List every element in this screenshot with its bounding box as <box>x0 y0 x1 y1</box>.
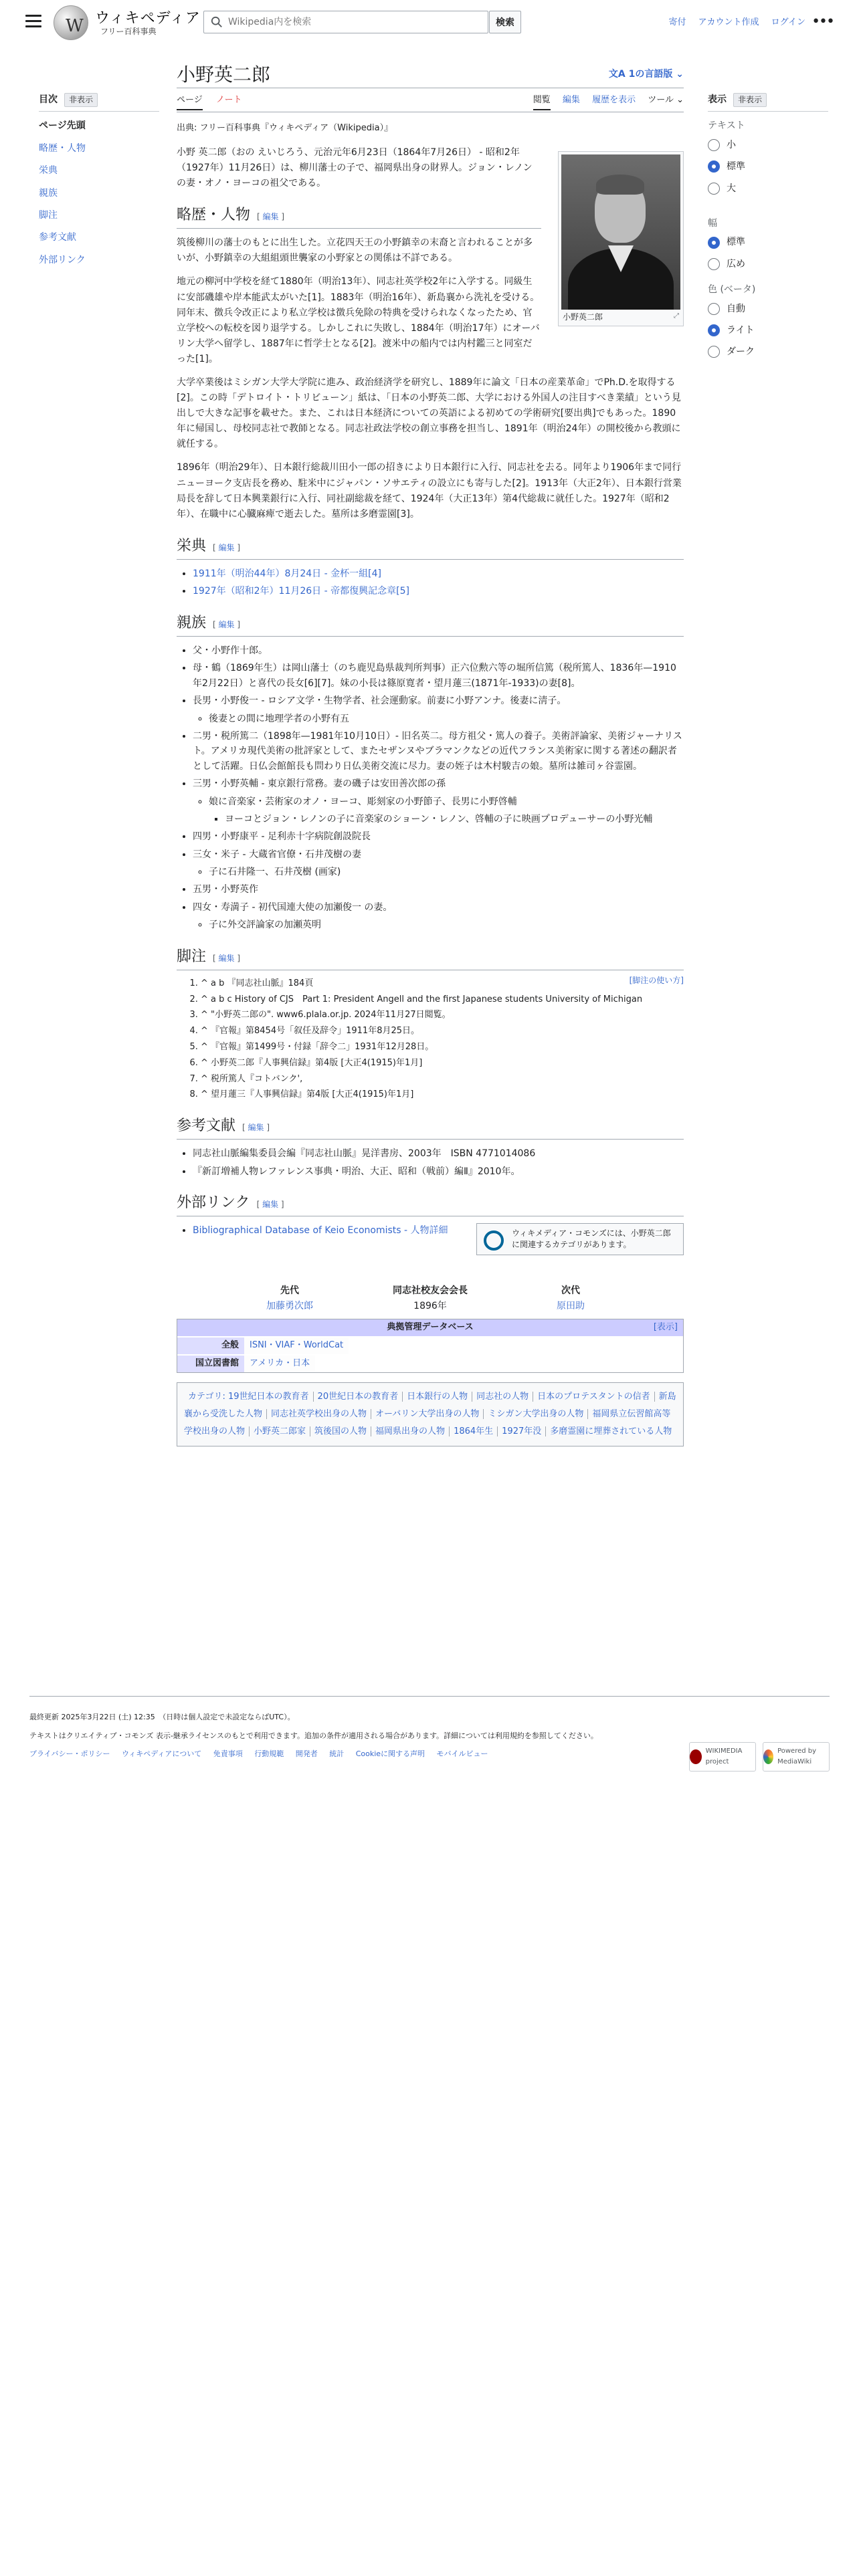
donate-link[interactable]: 寄付 <box>668 17 686 27</box>
list-item: • 二男・税所篤二（1898年—1981年10月10日）- 旧名英二。母方祖父・篤人の養子。美術評論家、美術ジャーナリスト。アメリカ現代美術の批評家として、またセザンヌやブラマンクなどの近代フランス美術家に関する著述の翻訳者として活躍。日仏会館館長も問わり日仏美術交流に尽力。妻の姪子は木村駿吉の娘。墓所は雑司ヶ谷霊園。 <box>193 729 684 774</box>
section-bibliography-heading: 参考文献 [ 編集 ] <box>177 1114 684 1140</box>
category-link[interactable]: カテゴリ: 19世紀日本の教育者 <box>188 1391 309 1402</box>
search-box[interactable] <box>203 11 488 33</box>
list-item: • 三男・小野英輔 - 東京銀行常務。妻の磯子は安田善次郎の孫 ◦ 娘に音楽家・芸術家のオノ・ヨーコ、彫刻家の小野節子、長男に小野啓輔 ▪ ヨーコとジョン・レノンの子に音楽家のショーン・レノン、啓輔の子に映画プロデューサーの小野光輔 <box>193 776 684 827</box>
list-item: • 五男・小野英作 <box>193 882 684 897</box>
section-family-heading: 親族 [ 編集 ] <box>177 611 684 637</box>
mediawiki-badge[interactable]: Powered by MediaWiki <box>763 1742 830 1772</box>
authority-links[interactable]: アメリカ・日本 <box>250 1358 310 1368</box>
source-note: 出典: フリー百科事典『ウィキペディア（Wikipedia）』 <box>177 123 393 133</box>
category-link[interactable]: 新島襄から受洗した人物 <box>184 1391 676 1419</box>
color-dark-radio[interactable]: ダーク <box>708 344 828 359</box>
career-paragraph: 大学卒業後はミシガン大学大学院に進み、政治経済学を研究し、1889年に論文「日本の産業革命」でPh.D.を取得する[2]。この時「デトロイト・トリビューン」紙は、「日本の小野英二郎、大学における外国人の注目すべき業績」という見出しで大きな記事を載せた。また、これは日本経済についての英語による初めての学術研究[要出典]でもあった。1890年に帰国し、母校同志社で教師となる。同志社政法学校の創立事務を担当し、1891年（明治24年）の開校後から教頭に就任する。 <box>177 377 681 450</box>
toc-item-external-links[interactable]: 外部リンク <box>39 254 86 265</box>
list-item: • 四女・寿満子 - 初代国連大使の加瀬俊一 の妻。 ◦ 子に外交評論家の加瀬英明 <box>193 900 684 933</box>
list-item: • 長男・小野俊一 - ロシア文学・生物学者、社会運動家。前妻に小野アンナ。後妻に淸子。 ◦ 後妻との間に地理学者の小野有五 <box>193 693 684 726</box>
login-link[interactable]: ログイン <box>771 17 805 27</box>
list-item: • 三女・米子 - 大蔵省官僚・石井茂樹の妻 ◦ 子に石井隆一、石井茂樹 (画家) <box>193 847 684 880</box>
category-link[interactable]: 1927年没 <box>497 1426 545 1436</box>
category-link[interactable]: 筑後国の人物 <box>310 1426 371 1436</box>
category-box <box>177 1382 684 1446</box>
commons-logo-icon <box>484 1230 504 1251</box>
search-input[interactable] <box>228 14 482 30</box>
wikimedia-icon <box>690 1749 702 1764</box>
category-link[interactable]: オーバリン大学出身の人物 <box>371 1409 483 1419</box>
edit-link[interactable]: 編集 <box>262 212 279 222</box>
reference-item: 1. ^ a b 『同志社山脈』184頁 <box>201 977 684 991</box>
category-link[interactable]: 同志社英学校出身の人物 <box>266 1409 371 1419</box>
category-link[interactable]: ミシガン大学出身の人物 <box>483 1409 587 1419</box>
reference-item: 8. ^ 望月蓮三『人事興信録』第4版 [大正4(1915)年1月] <box>201 1088 684 1102</box>
edit-link[interactable]: 編集 <box>262 1200 279 1210</box>
toc-hide-button[interactable]: 非表示 <box>64 93 98 107</box>
tab-history[interactable]: 履歴を表示 <box>592 95 636 105</box>
color-light-radio[interactable]: ライト <box>708 323 828 338</box>
list-item: • 父・小野作十郎。 <box>193 643 684 658</box>
footer-link[interactable]: 統計 <box>329 1749 345 1759</box>
color-label: 色 (ベータ) <box>708 284 756 296</box>
width-label: 幅 <box>708 217 717 229</box>
authority-control-box: 典拠管理データベース [表示] 全般 ISNI・VIAF・WorldCat 国立図書館 アメリカ・日本 <box>177 1319 684 1372</box>
reference-item: 3. ^ "小野英二郎の". www6.plala.or.jp. 2024年11月27日閲覧。 <box>201 1008 684 1023</box>
site-name[interactable]: ウィキペディア <box>95 10 201 27</box>
category-link[interactable]: 20世紀日本の教育者 <box>313 1392 403 1402</box>
search-button[interactable]: 検索 <box>489 11 521 33</box>
reference-item: 7. ^ 税所篤人『コトバンク', <box>201 1073 684 1087</box>
list-item: ◦ 子に外交評論家の加瀬英明 <box>209 918 684 932</box>
width-wide-radio[interactable]: 広め <box>708 257 828 272</box>
edit-link[interactable]: 編集 <box>218 542 235 552</box>
category-link[interactable]: 多磨霊園に埋葬されている人物 <box>545 1426 676 1436</box>
category-link[interactable]: 同志社の人物 <box>472 1392 533 1402</box>
category-link[interactable]: 1864年生 <box>449 1426 497 1436</box>
toc-item-notes[interactable]: 脚注 <box>39 209 58 221</box>
successor-link[interactable]: 原田助 <box>557 1300 585 1311</box>
reference-item: 4. ^ 『官報』第8454号「叙任及辞令」1911年8月25日。 <box>201 1025 684 1039</box>
tab-talk[interactable]: ノート <box>215 95 242 105</box>
translate-icon: 文A <box>608 69 629 80</box>
edit-link[interactable]: 編集 <box>248 1123 264 1133</box>
portrait-caption: 小野英二郎 <box>563 312 603 322</box>
list-item: ◦ 後妻との間に地理学者の小野有五 <box>209 712 684 726</box>
list-item: • 1927年（昭和2年）11月26日 - 帝都復興記念章[5] <box>193 584 684 599</box>
footer-link[interactable]: プライバシー・ポリシー <box>29 1749 110 1759</box>
category-link[interactable]: 小野英二郎家 <box>249 1426 310 1436</box>
career-paragraph: 筑後柳川の藩士のもとに出生した。立花四天王の小野鎮幸の末裔と言われることが多いが、小野鎮幸の大組組頭世襲家の小野家との関係は不詳である。 <box>177 237 533 264</box>
section-external-links-heading: 外部リンク [ 編集 ] <box>177 1191 684 1216</box>
tab-page[interactable]: ページ <box>177 95 203 110</box>
reference-item: 5. ^ 『官報』第1499号・付録「辞令二」1931年12月28日。 <box>201 1041 684 1055</box>
text-size-standard-radio[interactable]: 標準 <box>708 159 828 174</box>
category-link[interactable]: 福岡県立伝習館高等学校出身の人物 <box>184 1408 671 1436</box>
infobox <box>558 151 684 326</box>
toc-item-career[interactable]: 略歴・人物 <box>39 142 86 154</box>
list-item: ◦ 子に石井隆一、石井茂樹 (画家) <box>209 865 684 879</box>
page-title: 小野英二郎 <box>177 64 271 86</box>
tab-edit[interactable]: 編集 <box>562 95 580 105</box>
language-button[interactable]: 文A 1の言語版 ⌄ <box>608 69 684 80</box>
career-paragraph: 地元の柳河中学校を経て1880年（明治13年）、同志社英学校2年に入学する。同級生に安部磯雄や岸本能武太がいた[1]。1883年（明治16年）、新島襄から洗礼を受ける。同年末、徴兵令改正により私立学校は徴兵免除の特典を受けられなくなったため、官立学校への転校を図り退学する。しかしこれに失敗し、1884年（明治17年）にオーバリン大学へ留学し、1887年に哲学士となる[2]。渡米中の船内では内村鑑三と同室だった[1]。 <box>177 276 540 364</box>
license-text: テキストはクリエイティブ・コモンズ 表示-継承ライセンスのもとで利用できます。追加の条件が適用される場合があります。詳細については利用規約を参照してください。 <box>29 1731 598 1740</box>
site-header <box>0 0 859 47</box>
reference-item: 6. ^ 小野英二郎『人事興信録』第4版 [大正4(1915)年1月] <box>201 1057 684 1071</box>
last-updated: 最終更新 2025年3月22日 (土) 12:35 （日時は個人設定で未設定ならばUTC）。 <box>29 1713 295 1721</box>
toc-item-family[interactable]: 親族 <box>39 187 58 199</box>
text-size-large-radio[interactable]: 大 <box>708 181 828 196</box>
list-item: ▪ ヨーコとジョン・レノンの子に音楽家のショーン・レノン、啓輔の子に映画プロデューサーの小野光輔 <box>225 812 684 827</box>
tab-read[interactable]: 閲覧 <box>533 95 551 110</box>
list-item: • 『新訂増補人物レファレンス事典・明治、大正、昭和（戦前）編Ⅱ』2010年。 <box>193 1164 684 1179</box>
main-content <box>177 58 684 1446</box>
category-link[interactable]: 福岡県出身の人物 <box>371 1426 449 1436</box>
enlarge-icon[interactable]: ⤢ <box>674 312 679 320</box>
wikimedia-badge[interactable]: WIKIMEDIA project <box>689 1742 756 1772</box>
footer-link[interactable]: 開発者 <box>295 1749 318 1759</box>
footer-link[interactable]: Cookieに関する声明 <box>355 1749 425 1759</box>
portrait-image[interactable] <box>561 154 680 310</box>
list-item: • 同志社山脈編集委員会編『同志社山脈』晃洋書房、2003年 ISBN 4771014086 <box>193 1146 684 1161</box>
footer-link[interactable]: ウィキペディアについて <box>121 1749 202 1759</box>
toc-item-top[interactable]: ページ先頭 <box>39 120 86 132</box>
section-career-heading: 略歴・人物 [ 編集 ] <box>177 203 541 229</box>
list-item: • 1911年（明治44年）8月24日 - 金杯一組[4] <box>193 566 684 581</box>
more-options-icon[interactable]: ••• <box>812 13 834 30</box>
list-item: ◦ 娘に音楽家・芸術家のオノ・ヨーコ、彫刻家の小野節子、長男に小野啓輔 ▪ ヨーコとジョン・レノンの子に音楽家のショーン・レノン、啓輔の子に映画プロデューサーの小野光輔 <box>209 794 684 827</box>
width-standard-radio[interactable]: 標準 <box>708 235 828 249</box>
footer-link[interactable]: 行動規範 <box>254 1749 284 1759</box>
text-size-label: テキスト <box>708 120 745 132</box>
toc-item-bibliography[interactable]: 参考文献 <box>39 232 76 243</box>
footer-link[interactable]: モバイルビュー <box>436 1749 488 1759</box>
edit-link[interactable]: 編集 <box>218 953 235 963</box>
list-item: • Bibliographical Database of Keio Economists - 人物詳細 <box>193 1223 474 1238</box>
section-notes-heading: 脚注 [ 編集 ] <box>177 945 684 970</box>
authority-links[interactable]: ISNI・VIAF・WorldCat <box>250 1339 344 1350</box>
mediawiki-icon <box>763 1749 773 1764</box>
page-footer <box>29 1696 830 1767</box>
appearance-title: 表示 <box>708 94 727 105</box>
tab-tools[interactable]: ツール ⌄ <box>648 95 684 105</box>
edit-link[interactable]: 編集 <box>218 619 235 629</box>
succession-box: 先代 加藤勇次郎 同志社校友会会長 1896年 次代 原田助 <box>266 1285 585 1311</box>
create-account-link[interactable]: アカウント作成 <box>698 17 759 27</box>
wikipedia-logo-icon[interactable]: W <box>54 5 88 40</box>
commons-box: ウィキメディア・コモンズには、小野英二郎に関連するカテゴリがあります。 <box>476 1223 684 1255</box>
list-item: • 母・鶴（1869年生）は岡山藩士（のち鹿児島県裁判所判事）正六位勲六等の堀所信篤（税所篤人、1836年—1910年2月22日）と喜代の長女[6][7]。妹の小長は篠原寛者・望月蓮三(1871年-1933)の妻[8]。 <box>193 661 684 691</box>
list-item: • 四男・小野康平 - 足利赤十字病院創設院長 <box>193 829 684 844</box>
section-honors-heading: 栄典 [ 編集 ] <box>177 534 684 560</box>
site-tagline: フリー百科事典 <box>100 27 157 36</box>
appearance-hide-button[interactable]: 非表示 <box>733 93 767 107</box>
predecessor-link[interactable]: 加藤勇次郎 <box>266 1300 313 1311</box>
footer-link[interactable]: 免責事項 <box>213 1749 243 1759</box>
category-link[interactable]: 日本のプロテスタントの信者 <box>533 1392 654 1402</box>
appearance-panel <box>708 92 828 366</box>
toc-title: 目次 <box>39 94 58 105</box>
toc-item-honors[interactable]: 栄典 <box>39 165 58 177</box>
category-link[interactable]: 日本銀行の人物 <box>402 1392 472 1402</box>
color-auto-radio[interactable]: 自動 <box>708 302 828 316</box>
notes-usage-link[interactable]: [脚注の使い方] <box>629 975 684 985</box>
main-menu-button[interactable] <box>25 15 41 28</box>
table-of-contents <box>39 92 159 275</box>
text-size-small-radio[interactable]: 小 <box>708 138 828 152</box>
personal-tools <box>659 16 805 30</box>
reference-item: 2. ^ a b c History of CJS Part 1: President Angell and the first Japanese students University of Michigan <box>201 993 684 1007</box>
search-icon <box>211 16 223 28</box>
authority-toggle-button[interactable]: [表示] <box>653 1322 678 1333</box>
career-paragraph: 1896年（明治29年）、日本銀行総裁川田小一郎の招きにより日本銀行に入行、同志社を去る。同年より1906年まで同行ニューヨーク支店長を務め、駐米中にジャパン・ソサエティの設立にも寄与した[2]。1913年（大正2年）、日本銀行営業局長を辞して日本興業銀行に入行、同社副総裁を経て、1924年（大正13年）第4代総裁に就任した。1927年（昭和2年）、在職中に心臓麻痺で逝去した。墓所は多磨霊園[3]。 <box>177 462 682 520</box>
lead-paragraph: 小野 英二郎（おの えいじろう、元治元年6月23日（1864年7月26日） - 昭和2年（1927年）11月26日）は、柳川藩士の子で、福岡県出身の財界人。ジョン・レノンの妻・オノ・ヨーコの祖父である。 <box>177 146 533 189</box>
